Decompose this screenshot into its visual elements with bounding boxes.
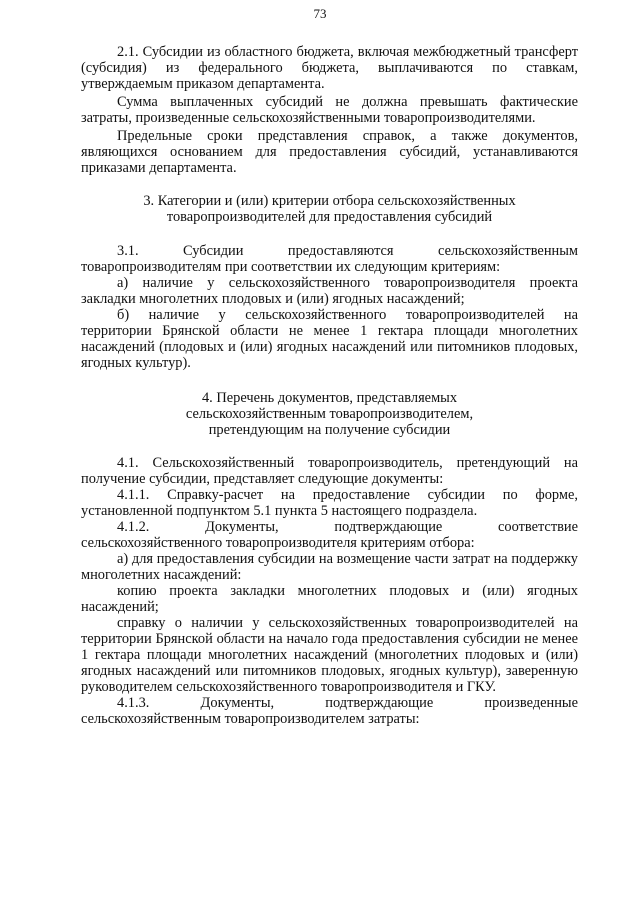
section-3-heading-line1: 3. Категории и (или) критерии отбора сельскохозяйственных [143, 193, 516, 209]
paragraph-4-1: 4.1. Сельскохозяйственный товаропроизводитель, претендующий на получение субсидии, представляет следующие документы: [81, 455, 578, 487]
paragraph-4-1-3-line1: 4.1.3. Документы, подтверждающие произведенные [117, 695, 578, 711]
paragraph-3-1-b-line1: б) наличие у сельскохозяйственного товаропроизводителей на [117, 307, 578, 323]
paragraph-4-1-3-rest: сельскохозяйственным товаропроизводителем затраты: [81, 711, 420, 727]
section-4-heading-line2: сельскохозяйственным товаропроизводителем, [185, 406, 474, 422]
paragraph-3-1-rest: товаропроизводителям при соответствии их следующим критериям: [81, 259, 501, 275]
section-3-heading [81, 193, 578, 225]
paragraph-subsidy-limit: Сумма выплаченных субсидий не должна превышать фактические затраты, произведенные сельскохозяйственными товаропроизводителями. [81, 94, 578, 126]
section-4-heading [81, 390, 578, 438]
paragraph-3-1-b-rest: территории Брянской области не менее 1 гектара площади многолетних насаждений (плодовых и (или) ягодных насаждений или питомников плодовых, ягодных культур). [81, 323, 578, 371]
paragraph-4-1-1: 4.1.1. Справку-расчет на предоставление субсидии по форме, установленной подпунктом 5.1 пункта 5 настоящего подраздела. [81, 487, 578, 519]
paragraph-3-1-line1: 3.1. Субсидии предоставляются сельскохозяйственным [117, 243, 578, 259]
paragraph-area-certificate: справку о наличии у сельскохозяйственных товаропроизводителей на территории Брянской области на начало года предоставления субсидии не менее 1 гектара площади многолетних насаждений (многолетних плодовых и (или) ягодных насаждений или питомников плодовых, ягодных культур), заверенную руководителем сельскохозяйственного товаропроизводителя и ГКУ. [81, 615, 578, 695]
paragraph-3-1-a: а) наличие у сельскохозяйственного товаропроизводителя проекта закладки многолетних плодовых и (или) ягодных насаждений; [81, 275, 578, 307]
paragraph-4-1-2-a: а) для предоставления субсидии на возмещение части затрат на поддержку многолетних насаждений: [81, 551, 578, 583]
section-4-heading-line3: претендующим на получение субсидии [208, 422, 451, 438]
paragraph-deadlines: Предельные сроки представления справок, а также документов, являющихся основанием для предоставления субсидий, устанавливаются приказами департамента. [81, 128, 578, 176]
paragraph-project-copy: копию проекта закладки многолетних плодовых и (или) ягодных насаждений; [81, 583, 578, 615]
section-4-heading-line1: 4. Перечень документов, представляемых [201, 390, 458, 406]
paragraph-2-1: 2.1. Субсидии из областного бюджета, включая межбюджетный трансферт (субсидия) из федерального бюджета, выплачиваются по ставкам, утверждаемым приказом департамента. [81, 44, 578, 92]
paragraph-4-1-2-rest: сельскохозяйственного товаропроизводителя критериям отбора: [81, 535, 475, 551]
section-3-heading-line2: товаропроизводителей для предоставления субсидий [166, 209, 493, 225]
document-body [81, 44, 578, 727]
page-number: 73 [313, 6, 327, 21]
paragraph-4-1-2-line1: 4.1.2. Документы, подтверждающие соответствие [117, 519, 578, 535]
